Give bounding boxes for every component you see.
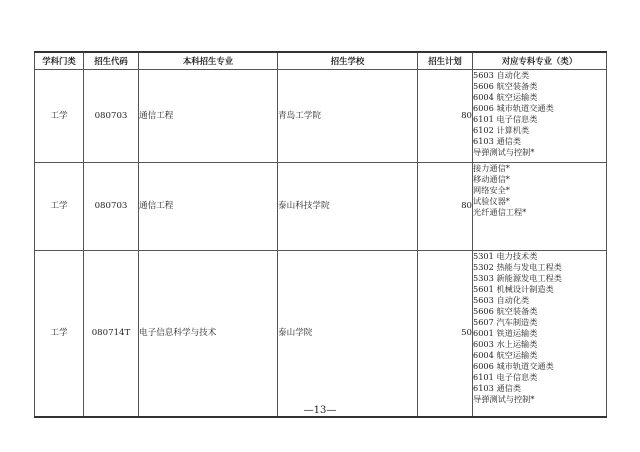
- cell-related-majors: [473, 163, 607, 251]
- related-major-item: 接力通信*: [473, 163, 510, 173]
- related-major-item: 6103 通信类: [473, 136, 522, 146]
- cell-school: 泰山学院: [278, 251, 418, 417]
- cell-school: 泰山科技学院: [278, 163, 418, 251]
- related-major-item: 5302 热能与发电工程类: [473, 262, 562, 272]
- related-major-item: 5601 机械设计制造类: [473, 284, 554, 294]
- table-row: [35, 251, 607, 417]
- table-header-row: [35, 52, 607, 70]
- cell-code: 080703: [84, 70, 139, 163]
- related-major-item: 6103 通信类: [473, 383, 522, 393]
- cell-major: 通信工程: [139, 70, 278, 163]
- cell-school: 青岛工学院: [278, 70, 418, 163]
- related-major-item: 6003 水上运输类: [473, 339, 538, 349]
- related-major-item: 5606 航空装备类: [473, 81, 538, 91]
- related-major-item: 5301 电力技术类: [473, 251, 538, 261]
- header-category: 学科门类: [35, 52, 84, 70]
- related-major-item: 6101 电子信息类: [473, 114, 538, 124]
- cell-plan: 80: [418, 163, 473, 251]
- related-major-item: 6004 航空运输类: [473, 92, 538, 102]
- cell-code: 080703: [84, 163, 139, 251]
- cell-code: 080714T: [84, 251, 139, 417]
- header-plan: 招生计划: [418, 52, 473, 70]
- related-major-item: 6101 电子信息类: [473, 372, 538, 382]
- related-major-item: 光纤通信工程*: [473, 207, 527, 217]
- cell-category: 工学: [35, 70, 84, 163]
- cell-plan: 50: [418, 251, 473, 417]
- cell-related-majors: [473, 251, 607, 417]
- related-major-item: 网络安全*: [473, 185, 510, 195]
- related-major-item: 移动通信*: [473, 174, 510, 184]
- cell-category: 工学: [35, 163, 84, 251]
- header-code: 招生代码: [84, 52, 139, 70]
- table-row: [35, 163, 607, 251]
- cell-category: 工学: [35, 251, 84, 417]
- related-major-item: 6001 铁道运输类: [473, 328, 538, 338]
- cell-major: 电子信息科学与技术: [139, 251, 278, 417]
- page-number: —13—: [303, 405, 337, 416]
- header-related-majors: 对应专科专业（类）: [473, 52, 607, 70]
- header-school: 招生学校: [278, 52, 418, 70]
- cell-related-majors: [473, 70, 607, 163]
- related-major-item: 5603 自动化类: [473, 70, 530, 80]
- related-major-item: 6102 计算机类: [473, 125, 530, 135]
- related-major-item: 导弹测试与控制*: [473, 147, 535, 157]
- cell-plan: 80: [418, 70, 473, 163]
- related-major-item: 5607 汽车制造类: [473, 317, 538, 327]
- admission-table: [34, 51, 607, 418]
- related-major-item: 6006 城市轨道交通类: [473, 103, 554, 113]
- header-major: 本科招生专业: [139, 52, 278, 70]
- related-major-item: 5603 自动化类: [473, 295, 530, 305]
- table-row: [35, 70, 607, 163]
- related-major-item: 试验仪器*: [473, 196, 510, 206]
- cell-major: 通信工程: [139, 163, 278, 251]
- related-major-item: 6004 航空运输类: [473, 350, 538, 360]
- related-major-item: 导弹测试与控制*: [473, 394, 535, 404]
- related-major-item: 6006 城市轨道交通类: [473, 361, 554, 371]
- related-major-item: 5606 航空装备类: [473, 306, 538, 316]
- related-major-item: 5303 新能源发电工程类: [473, 273, 562, 283]
